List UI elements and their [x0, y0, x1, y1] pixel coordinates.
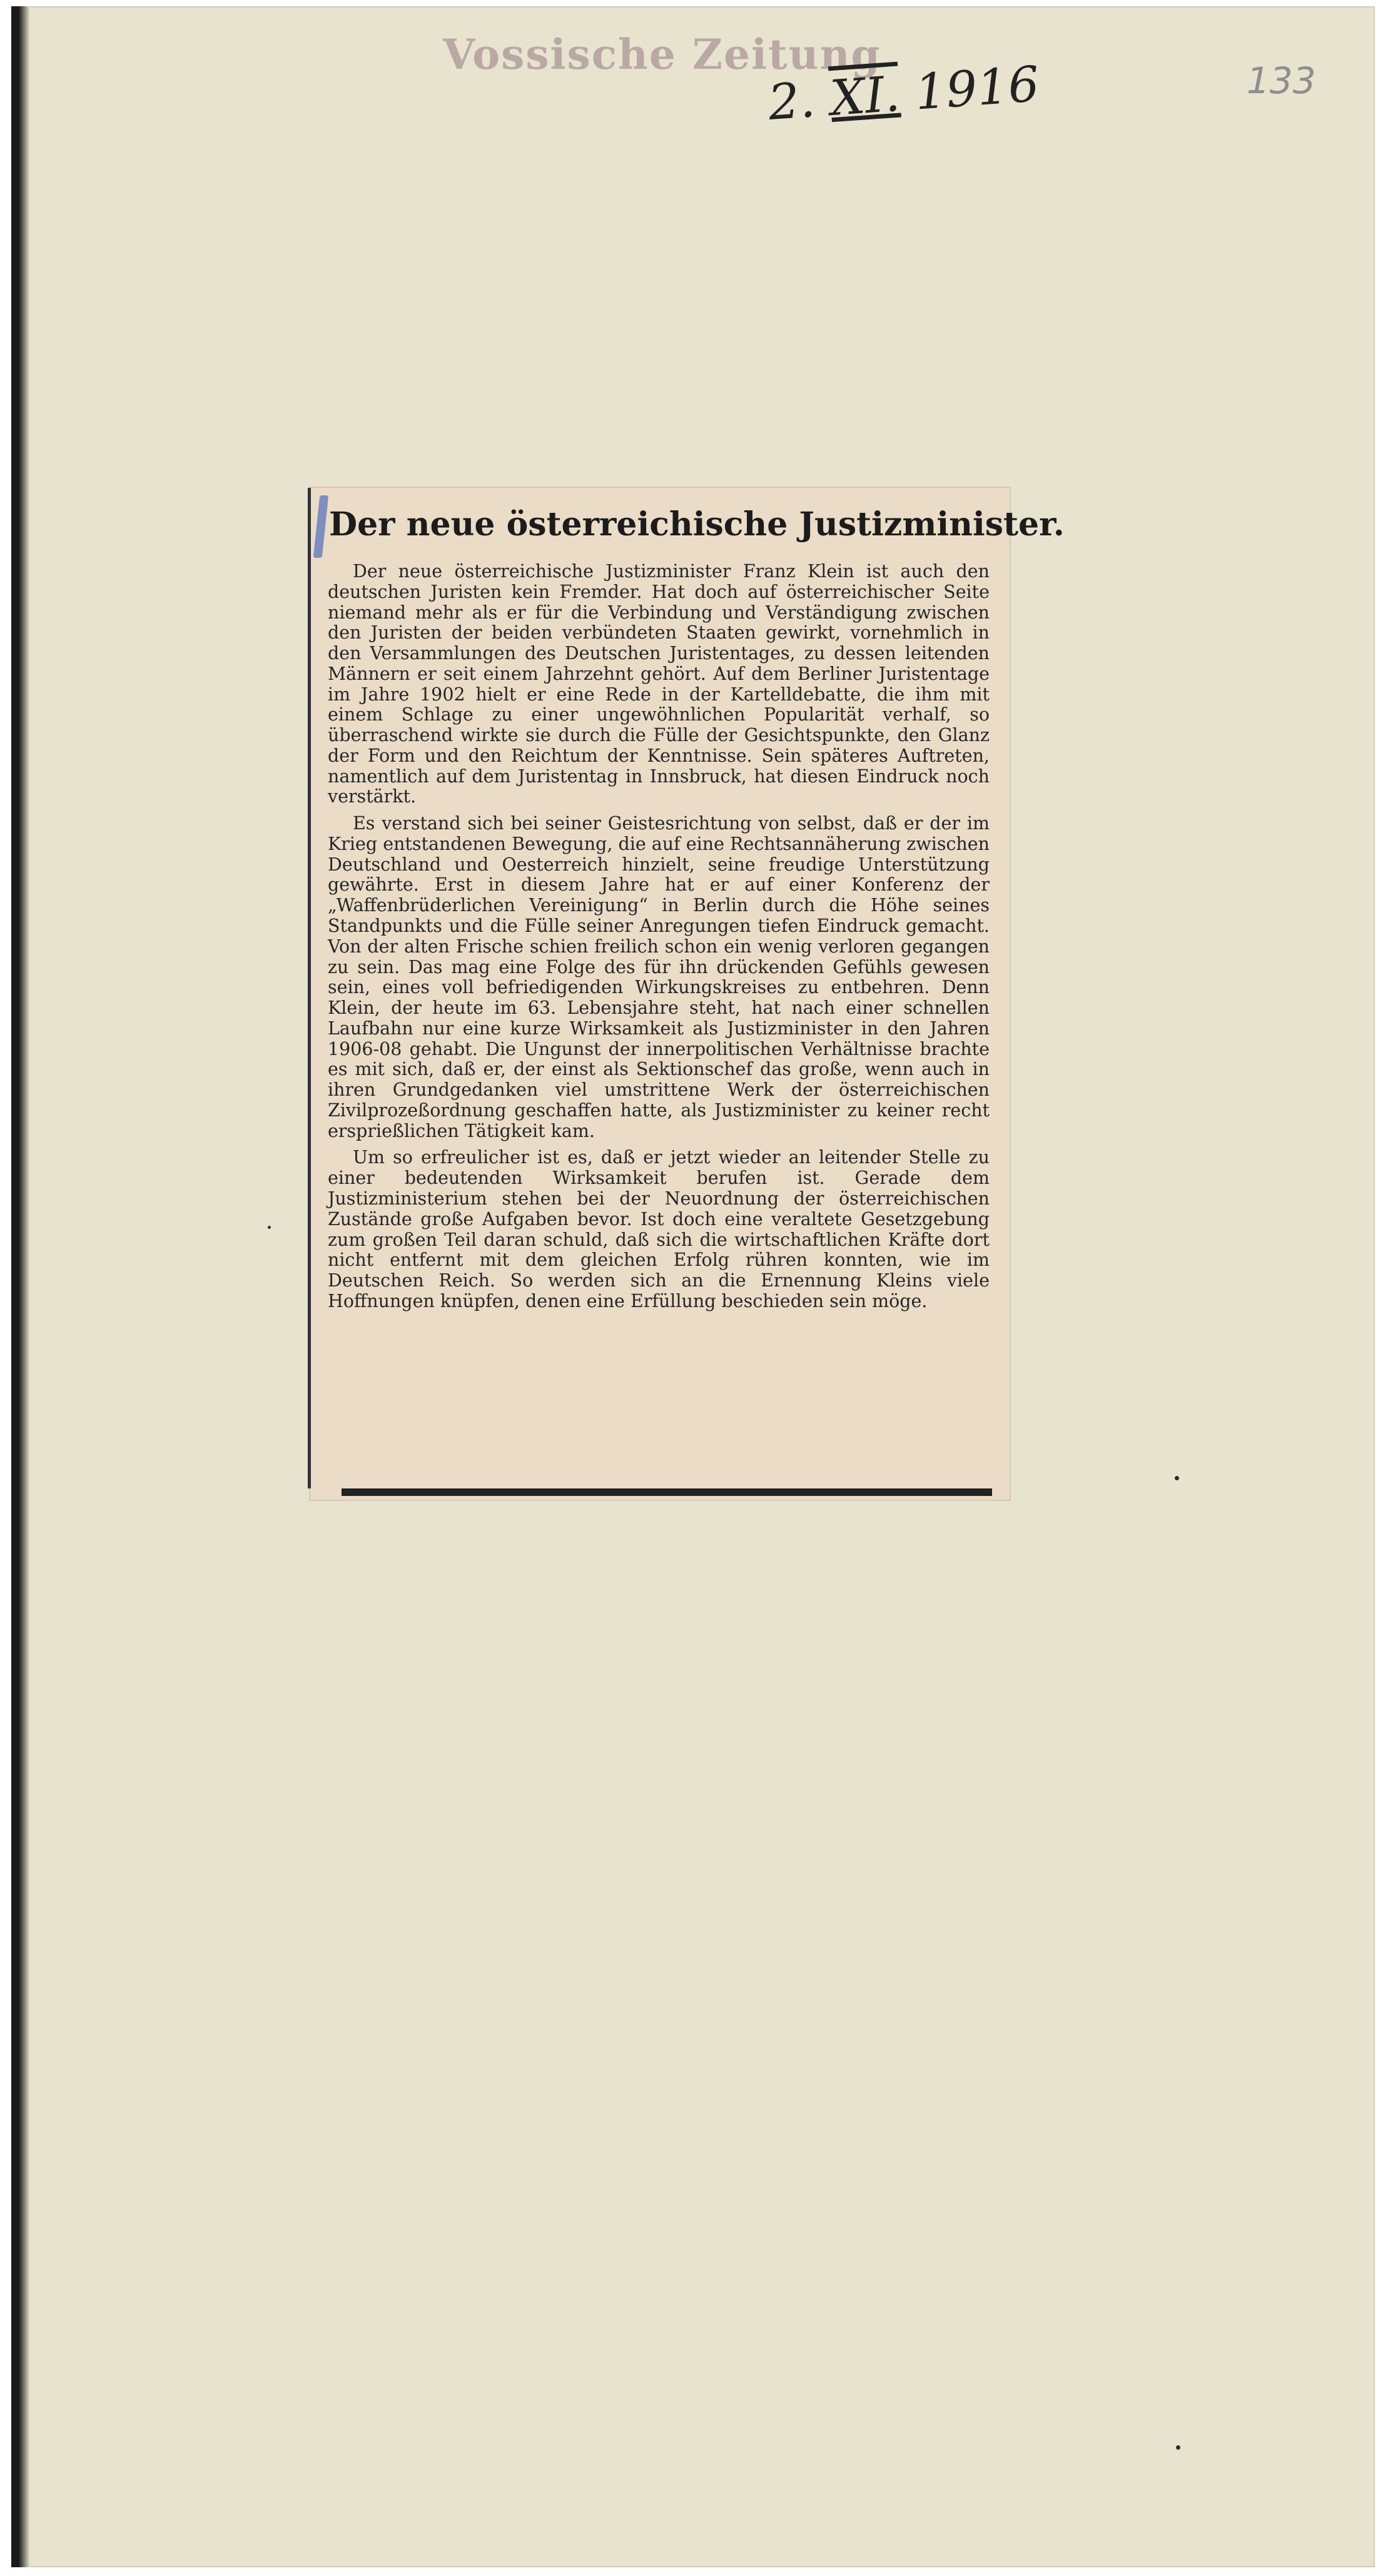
clipping-bottom-rule [342, 1488, 992, 1496]
article-body [328, 562, 990, 1318]
article-paragraph: Es verstand sich bei seiner Geistesrichtung von selbst, daß er der im Krieg entstandenen Bewegung, die auf eine Rechtsannäherung zwischen Deutschland und Oesterreich hinzielt, seine freudige Unterstützung gewährte. Erst in diesem Jahre hat er auf einer Konferenz der „Waffenbrüderlichen Vereinigung“ in Berlin durch die Höhe seines Standpunkts und die Fülle seiner Anregungen tiefen Eindruck gemacht. Von der alten Frische schien freilich schon ein wenig verloren gegangen zu sein. Das mag eine Folge des für ihn drückenden Gefühls gewesen sein, eines voll befriedigenden Wirkungskreises zu entbehren. Denn Klein, der heute im 63. Lebensjahre steht, hat nach einer schnellen Laufbahn nur eine kurze Wirksamkeit als Justizminister in den Jahren 1906-08 gehabt. Die Ungunst der innerpolitischen Verhältnisse brachte es mit sich, daß er, der einst als Sektionschef das große, wenn auch in ihren Grundgedanken viel umstrittene Werk der österreichischen Zivilprozeßordnung geschaffen hatte, als Justizminister zu keiner recht ersprießlichen Tätigkeit kam. [328, 813, 990, 1141]
paper-speck [268, 1226, 271, 1229]
article-paragraph: Um so erfreulicher ist es, daß er jetzt wieder an leitender Stelle zu einer bedeutenden Wirksamkeit berufen ist. Gerade dem Justizministerium stehen bei der Neuordnung der österreichischen Zustände große Aufgaben bevor. Ist doch eine veraltete Gesetzgebung zum großen Teil daran schuld, daß sich die wirtschaftlichen Kräfte dort nicht entfernt mit dem gleichen Erfolg rühren konnten, wie im Deutschen Reich. So werden sich an die Ernennung Kleins viele Hoffnungen knüpfen, denen eine Erfüllung beschieden sein möge. [328, 1147, 990, 1311]
clipping-column-rule [308, 488, 311, 1488]
article-title: Der neue österreichische Justizminister. [329, 505, 1065, 543]
sheet-torn-edge [11, 6, 30, 2567]
date-month: XI. [828, 66, 902, 128]
paper-speck [1176, 2445, 1180, 2450]
date-year: 1916 [913, 56, 1041, 121]
archive-sheet [11, 6, 1375, 2567]
newspaper-clipping [310, 488, 1065, 1500]
date-day: 2. [766, 72, 817, 132]
newspaper-masthead-stamp: Vossische Zeitung [443, 30, 881, 79]
page-number: 133 [1247, 59, 1316, 102]
paper-speck [1175, 1476, 1179, 1480]
article-paragraph: Der neue österreichische Justizminister Franz Klein ist auch den deutschen Juristen kein Fremder. Hat doch auf österreichischer Seite niemand mehr als er für die Verbindung und Verständigung zwischen den Juristen der beiden verbündeten Staaten gewirkt, vornehmlich in den Versammlungen des Deutschen Juristentages, zu dessen leitenden Männern er seit einem Jahrzehnt gehört. Auf dem Berliner Juristentage im Jahre 1902 hielt er eine Rede in der Kartelldebatte, die ihm mit einem Schlage zu einer ungewöhnlichen Popularität verhalf, so überraschend wirkte sie durch die Fülle der Gesichtspunkte, den Glanz der Form und den Reichtum der Kenntnisse. Sein späteres Auftreten, namentlich auf dem Juristentag in Innsbruck, hat diesen Eindruck noch verstärkt. [328, 561, 990, 807]
blue-pencil-mark [313, 495, 329, 558]
